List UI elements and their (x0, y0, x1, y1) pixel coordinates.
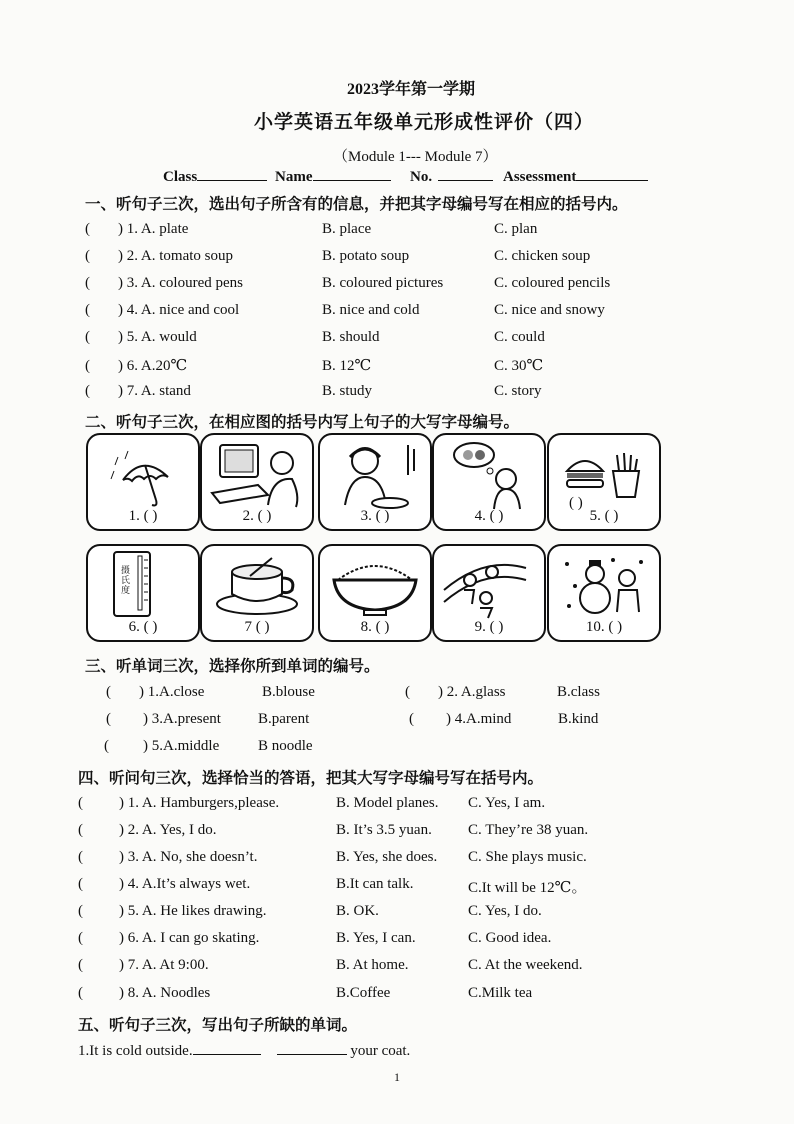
s3-q5-option-b: B noodle (258, 738, 313, 754)
s4-q6-option-b: B. Yes, I can. (336, 930, 416, 946)
s4-q8-option-b: B.Coffee (336, 985, 391, 1001)
s4-q4-option-c: C.It will be 12℃。 (468, 880, 587, 896)
s1-q4 (85, 302, 239, 319)
s4-q7-option-b: B. At home. (336, 957, 409, 973)
option-a: ) 3.A.present (143, 711, 221, 727)
assessment-field (503, 166, 648, 186)
option-a: ) 1.A.close (139, 684, 205, 700)
assessment-label: Assessment (503, 169, 577, 185)
answer-paren[interactable]: ( (409, 711, 414, 727)
s1-q7-option-b: B. study (322, 383, 373, 399)
s1-q6 (85, 356, 187, 375)
s1-q1 (85, 221, 188, 238)
s3-q4-option-b: B.kind (558, 711, 599, 727)
answer-paren[interactable]: ( (78, 903, 83, 919)
s1-q1-option-b: B. place (322, 221, 372, 237)
s3-q2 (405, 684, 506, 701)
s4-q5-option-b: B. OK. (336, 903, 379, 919)
number-field (410, 166, 493, 186)
s1-q5-option-b: B. should (322, 329, 380, 345)
s1-q3 (85, 275, 243, 292)
thermometer-label: 摄氏度 (121, 566, 131, 596)
caption-3[interactable]: 3. ( ) (360, 508, 390, 524)
s5-q1 (78, 1040, 410, 1060)
s1-q7-option-c: C. story (494, 383, 542, 399)
option-a: ) 2. A.glass (438, 684, 506, 700)
picture-6-thermometer (86, 544, 200, 642)
page-title: 小学英语五年级单元形成性评价（四） (254, 112, 595, 133)
picture-9-skating (432, 544, 546, 642)
picture-4-thinking-food (432, 433, 546, 531)
answer-paren[interactable]: ( (78, 985, 83, 1001)
option-a: ) 1. A. plate (118, 221, 189, 237)
s4-q6-option-c: C. Good idea. (468, 930, 552, 946)
s3-q2-option-b: B.class (557, 684, 600, 700)
section2-title: 二、听句子三次，在相应图的括号内写上句子的大写字母编号。 (85, 413, 520, 431)
s4-q7-option-c: C. At the weekend. (468, 957, 583, 973)
picture-10-snowman (547, 544, 661, 642)
s4-q1-option-c: C. Yes, I am. (468, 795, 546, 811)
answer-paren[interactable]: ( (106, 711, 111, 727)
option-a: ) 3. A. coloured pens (118, 275, 243, 291)
s1-q2 (85, 248, 233, 265)
answer-paren[interactable]: ( (106, 684, 111, 700)
option-a: ) 7. A. stand (118, 383, 191, 399)
picture-1-umbrella (86, 433, 200, 531)
answer-paren[interactable]: ( (85, 275, 90, 291)
s4-q7 (78, 957, 209, 974)
caption-1[interactable]: 1. ( ) (128, 508, 158, 524)
section3-title: 三、听单词三次，选择你所到单词的编号。 (85, 657, 380, 675)
answer-paren[interactable]: ( (78, 876, 83, 892)
page-number: 1 (394, 1070, 400, 1084)
s1-q2-option-b: B. potato soup (322, 248, 410, 264)
s1-q4-option-b: B. nice and cold (322, 302, 420, 318)
option-a: ) 4.A.mind (446, 711, 512, 727)
s1-q2-option-c: C. chicken soup (494, 248, 591, 264)
picture-5-extra-paren[interactable]: ( ) (569, 495, 583, 511)
option-a: ) 4. A.It’s always wet. (119, 876, 251, 892)
s1-q5-option-c: C. could (494, 329, 545, 345)
caption-10[interactable]: 10. ( ) (585, 619, 623, 635)
s4-q8 (78, 985, 210, 1002)
answer-paren[interactable]: ( (85, 221, 90, 237)
answer-paren[interactable]: ( (85, 358, 90, 374)
class-blank[interactable] (197, 166, 267, 181)
name-field (275, 166, 391, 186)
class-label: Class (163, 169, 198, 185)
s3-q5 (104, 738, 219, 755)
picture-2-computer (200, 433, 314, 531)
s4-q1 (78, 795, 279, 812)
s1-q6-option-b: B. 12℃ (322, 358, 372, 374)
s3-q1 (106, 684, 204, 701)
s4-q2-option-b: B. It’s 3.5 yuan. (336, 822, 432, 838)
option-a: ) 1. A. Hamburgers,please. (119, 795, 280, 811)
s4-q5 (78, 903, 266, 920)
s1-q6-option-c: C. 30℃ (494, 358, 544, 374)
option-a: ) 6. A.20℃ (118, 358, 188, 374)
s4-q6 (78, 930, 259, 947)
picture-7-cup (200, 544, 314, 642)
s3-q4 (409, 711, 511, 728)
s1-q5 (85, 329, 197, 346)
s4-q4-option-b: B.It can talk. (336, 876, 414, 892)
option-a: ) 5.A.middle (143, 738, 220, 754)
caption-9[interactable]: 9. ( ) (474, 619, 504, 635)
option-a: ) 5. A. He likes drawing. (119, 903, 267, 919)
answer-paren[interactable]: ( (85, 302, 90, 318)
s5-q1-blank-1[interactable] (193, 1040, 261, 1055)
s4-q3-option-c: C. She plays music. (468, 849, 587, 865)
s4-q5-option-c: C. Yes, I do. (468, 903, 542, 919)
section1-title: 一、听句子三次，选出句子所含有的信息，并把其字母编号写在相应的括号内。 (85, 195, 628, 213)
s4-q3 (78, 849, 257, 866)
answer-paren[interactable]: ( (78, 822, 83, 838)
option-a: ) 3. A. No, she doesn’t. (119, 849, 258, 865)
s4-q2 (78, 822, 217, 839)
s5-q1-end: your coat. (350, 1043, 411, 1059)
caption-4[interactable]: 4. ( ) (474, 508, 504, 524)
picture-5-burger-fries (547, 433, 661, 531)
caption-2[interactable]: 2. ( ) (242, 508, 272, 524)
picture-3-cooking (318, 433, 432, 531)
s1-q1-option-c: C. plan (494, 221, 538, 237)
answer-paren[interactable]: ( (85, 383, 90, 399)
module-range: （Module 1--- Module 7） (333, 149, 498, 165)
answer-paren[interactable]: ( (85, 248, 90, 264)
s1-q4-option-c: C. nice and snowy (494, 302, 605, 318)
answer-paren[interactable]: ( (405, 684, 410, 700)
option-a: ) 2. A. tomato soup (118, 248, 233, 264)
s4-q8-option-c: C.Milk tea (468, 985, 533, 1001)
section4-title: 四、听问句三次，选择恰当的答语，把其大写字母编号写在括号内。 (78, 769, 544, 787)
s4-q2-option-c: C. They’re 38 yuan. (468, 822, 589, 838)
s5-q1-blank-2[interactable] (277, 1040, 347, 1055)
s3-q3-option-b: B.parent (258, 711, 310, 727)
school-year: 2023学年第一学期 (347, 81, 476, 98)
s1-q3-option-b: B. coloured pictures (322, 275, 444, 291)
option-a: ) 5. A. would (118, 329, 197, 345)
s4-q3-option-b: B. Yes, she does. (336, 849, 438, 865)
caption-7[interactable]: 7 ( ) (244, 619, 270, 635)
name-blank[interactable] (313, 166, 391, 181)
option-a: ) 8. A. Noodles (119, 985, 211, 1001)
answer-paren[interactable]: ( (85, 329, 90, 345)
s3-q3 (106, 711, 221, 728)
picture-8-rice-bowl (318, 544, 432, 642)
caption-6[interactable]: 6. ( ) (128, 619, 158, 635)
option-a: ) 4. A. nice and cool (118, 302, 240, 318)
s4-q4 (78, 876, 250, 893)
answer-paren[interactable]: ( (78, 849, 83, 865)
assessment-blank[interactable] (576, 166, 648, 181)
name-label: Name (275, 169, 313, 185)
number-label: No. (410, 169, 433, 185)
s5-q1-start: 1.It is cold outside. (78, 1043, 193, 1059)
s1-q7 (85, 383, 191, 400)
option-a: ) 7. A. At 9:00. (119, 957, 209, 973)
answer-paren[interactable]: ( (78, 957, 83, 973)
s3-q1-option-b: B.blouse (262, 684, 315, 700)
answer-paren[interactable]: ( (104, 738, 109, 754)
caption-5[interactable]: 5. ( ) (589, 508, 619, 524)
s4-q1-option-b: B. Model planes. (336, 795, 439, 811)
s1-q3-option-c: C. coloured pencils (494, 275, 611, 291)
number-blank[interactable] (438, 166, 493, 181)
answer-paren[interactable]: ( (78, 795, 83, 811)
option-a: ) 6. A. I can go skating. (119, 930, 260, 946)
answer-paren[interactable]: ( (78, 930, 83, 946)
option-a: ) 2. A. Yes, I do. (119, 822, 217, 838)
class-field (163, 166, 267, 186)
caption-8[interactable]: 8. ( ) (360, 619, 390, 635)
section5-title: 五、听句子三次，写出句子所缺的单词。 (78, 1016, 358, 1034)
